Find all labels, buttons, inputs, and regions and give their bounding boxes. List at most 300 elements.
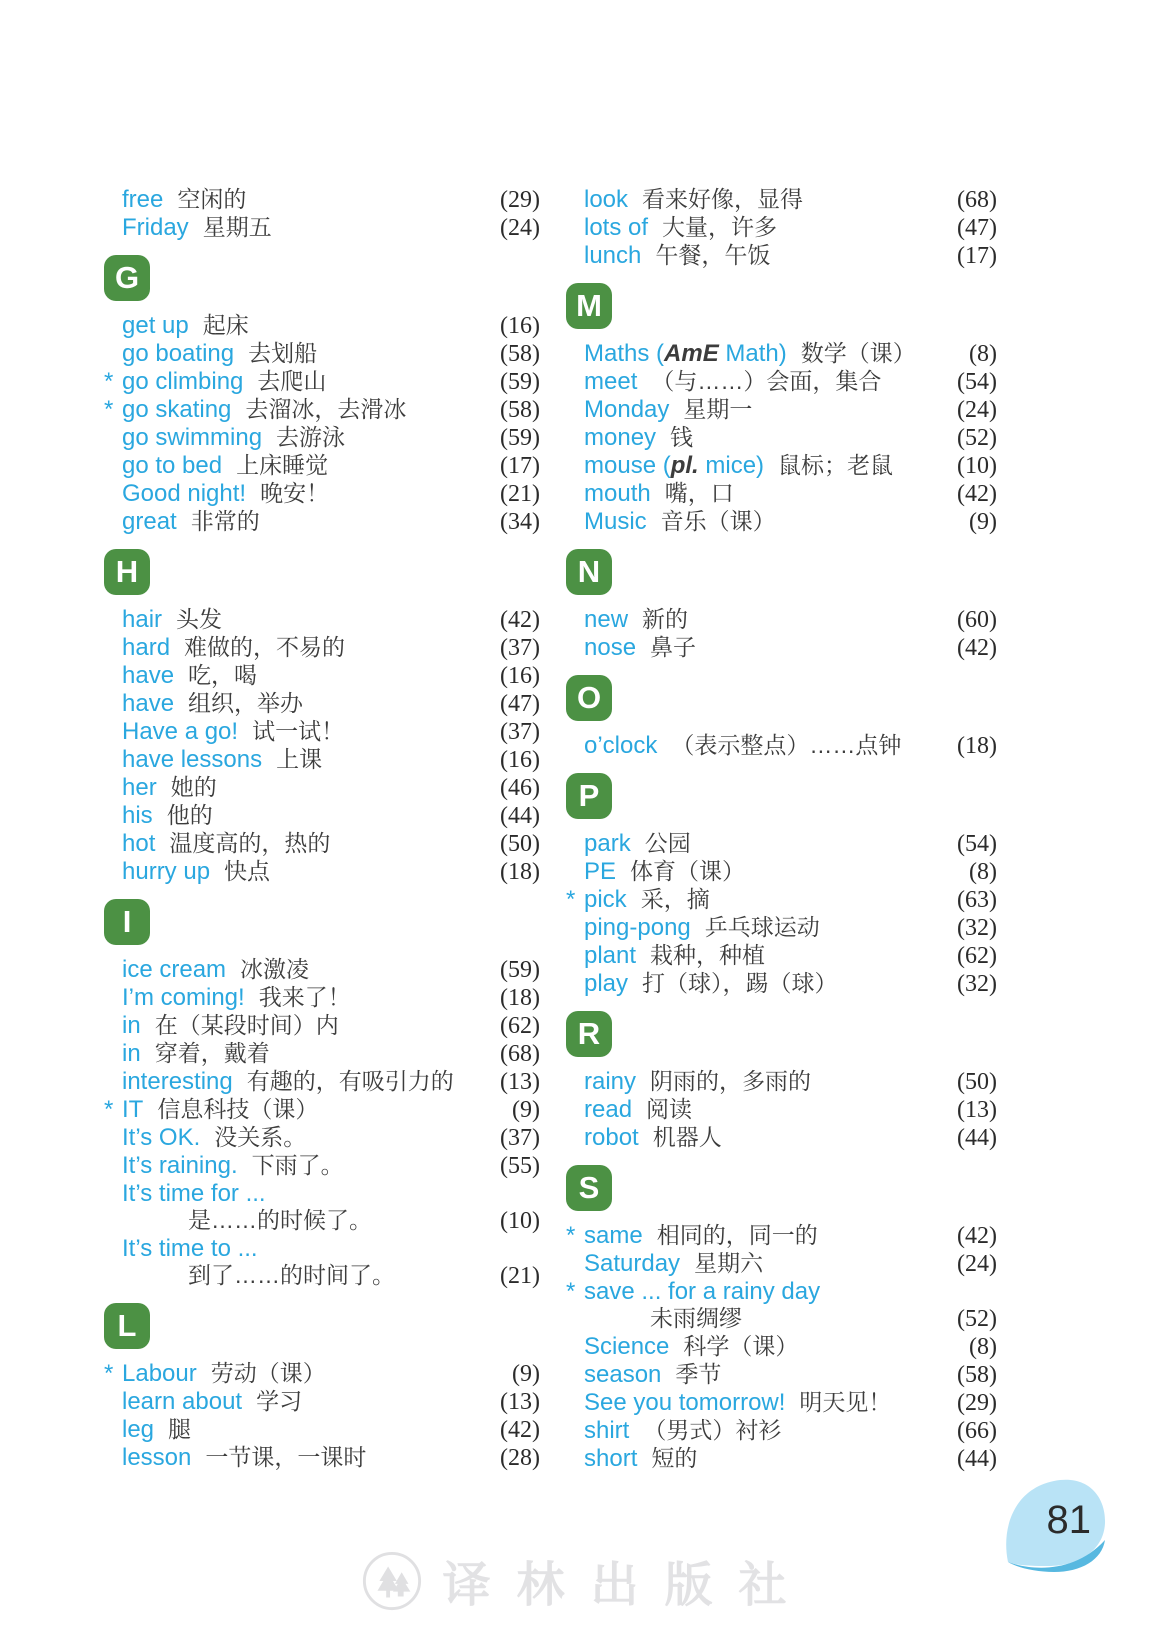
entry-word: get up: [122, 312, 189, 339]
entry-word: lesson: [122, 1444, 192, 1471]
entry-line-1: [584, 424, 997, 452]
entry-row: [104, 634, 540, 662]
entry-line-1: [122, 1444, 540, 1472]
entry-main: [584, 214, 777, 241]
entry-word: hot: [122, 830, 156, 857]
entry-word: free: [122, 186, 164, 213]
entry-translation: 晚安！: [260, 480, 330, 506]
entry-page-ref: (55): [500, 1153, 540, 1179]
entry-word: Music: [584, 508, 647, 535]
entry-main: [584, 886, 710, 913]
entry-translation: 上床睡觉: [236, 452, 329, 478]
publisher-watermark: [360, 1546, 812, 1615]
star-marker: *: [104, 368, 114, 395]
entry-main: [584, 606, 688, 633]
entry-main: [122, 1360, 326, 1387]
entry-page-ref: (37): [500, 719, 540, 745]
entry-row: [566, 1096, 997, 1124]
entry-main: [122, 690, 303, 717]
entry-translation: 星期一: [683, 396, 753, 422]
entry-line-1: [122, 1124, 540, 1152]
entry-row: [566, 1445, 997, 1473]
entry-line-1: [584, 970, 997, 998]
entry-row: [104, 802, 540, 830]
entry-line-1: [584, 452, 997, 480]
entry-word: meet: [584, 368, 638, 395]
entry-translation: 头发: [176, 606, 223, 632]
entry-main: [122, 1040, 270, 1067]
entry-translation: 有趣的，有吸引力的: [246, 1068, 454, 1094]
entry-word: [584, 452, 764, 479]
entry-row: [104, 1012, 540, 1040]
entry-row: [566, 1278, 997, 1333]
entry-main: [584, 830, 691, 857]
entry-translation: 嘴，口: [664, 480, 734, 506]
entry-page-ref: (32): [957, 915, 997, 941]
entry-line-1: [122, 1388, 540, 1416]
entry-main: [122, 480, 329, 507]
entry-main: [122, 340, 317, 367]
entry-word: in: [122, 1012, 141, 1039]
entry-line-1: [122, 214, 540, 242]
entry-main: [122, 1012, 339, 1039]
entry-row: [104, 368, 540, 396]
entry-word: hard: [122, 634, 171, 661]
entry-word: nose: [584, 634, 637, 661]
section-badge-n: N: [566, 549, 612, 595]
entry-main: [122, 746, 322, 773]
entry-line-1: [122, 858, 540, 886]
entry-page-ref: (10): [500, 1208, 540, 1234]
entry-row: [566, 424, 997, 452]
entry-line-1: [584, 1333, 997, 1361]
entry-main: [584, 1417, 781, 1444]
entry-row: [566, 858, 997, 886]
entry-page-ref: (58): [957, 1362, 997, 1388]
entry-line-1: [584, 396, 997, 424]
entry-translation: 新的: [642, 606, 689, 632]
entry-main: [122, 956, 309, 983]
page-number-badge: [1001, 1476, 1107, 1573]
publisher-logo-icon: [360, 1550, 422, 1612]
entry-translation: 吃，喝: [188, 662, 258, 688]
entry-main: [122, 774, 217, 801]
entry-page-ref: (18): [500, 985, 540, 1011]
entry-translation: 她的: [170, 774, 217, 800]
star-marker: *: [104, 1360, 114, 1387]
entry-row: [566, 396, 997, 424]
entry-main: [122, 424, 345, 451]
entry-row: [566, 1068, 997, 1096]
entry-translation: 明天见！: [799, 1389, 892, 1415]
entry-translation: 在（某段时间）内: [154, 1012, 339, 1038]
entry-translation: 难做的，不易的: [184, 634, 346, 660]
entry-page-ref: (59): [500, 425, 540, 451]
column-1: [566, 186, 997, 1473]
entry-row: [104, 606, 540, 634]
entry-page-ref: (44): [500, 803, 540, 829]
entry-translation: 我来了！: [258, 984, 351, 1010]
entry-page-ref: (18): [500, 859, 540, 885]
entry-main: [122, 214, 272, 241]
entry-page-ref: (32): [957, 971, 997, 997]
entry-line-1: [122, 340, 540, 368]
entry-translation: 采，摘: [640, 886, 710, 912]
entry-page-ref: (60): [957, 607, 997, 633]
entry-line-1: [122, 312, 540, 340]
entry-translation: 打（球），踢（球）: [642, 970, 838, 996]
entry-translation: 星期五: [202, 214, 272, 240]
entry-main: [122, 312, 249, 339]
entry-word: season: [584, 1361, 662, 1388]
entry-main: [122, 1235, 258, 1262]
entry-main: [584, 1222, 818, 1249]
entry-page-ref: (8): [969, 859, 997, 885]
entry-row: [566, 1417, 997, 1445]
entry-row: [566, 186, 997, 214]
entry-line-1: [122, 662, 540, 690]
entry-translation: 组织，举办: [188, 690, 304, 716]
entry-word: go climbing: [122, 368, 244, 395]
entry-page-ref: (59): [500, 369, 540, 395]
entry-translation: 阴雨的，多雨的: [650, 1068, 812, 1094]
entry-row: [104, 1444, 540, 1472]
entry-row: [104, 1096, 540, 1124]
entry-line-1: [584, 242, 997, 270]
entry-page-ref: (29): [957, 1390, 997, 1416]
entry-line-1: [584, 1417, 997, 1445]
entry-main: [584, 858, 745, 885]
entry-word: o’clock: [584, 732, 658, 759]
entry-page-ref: (9): [512, 1361, 540, 1387]
entry-page-ref: (10): [957, 453, 997, 479]
entry-translation: 短的: [651, 1445, 698, 1471]
entry-page-ref: (17): [500, 453, 540, 479]
entry-translation: 到了……的时间了。: [188, 1262, 395, 1288]
entry-row: [566, 1250, 997, 1278]
entry-row: [104, 690, 540, 718]
entry-line-2: [122, 1207, 540, 1235]
entry-main: [122, 1416, 191, 1443]
entry-page-ref: (21): [500, 481, 540, 507]
entry-main: [584, 1361, 721, 1388]
entry-line-1: [122, 1360, 540, 1388]
entry-line-1: [584, 1250, 997, 1278]
entry-row: [104, 718, 540, 746]
entry-main: [122, 1124, 306, 1151]
entry-word: I’m coming!: [122, 984, 245, 1011]
entry-translation: 数学（课）: [800, 340, 916, 366]
word-segment: mouse (: [584, 452, 671, 479]
entry-translation: 相同的，同一的: [656, 1222, 818, 1248]
section-badge-h: H: [104, 549, 150, 595]
entry-translation: 午餐，午饭: [655, 242, 771, 268]
entry-word: rainy: [584, 1068, 637, 1095]
entry-page-ref: (18): [957, 733, 997, 759]
entry-page-ref: (62): [500, 1013, 540, 1039]
entry-row: [566, 914, 997, 942]
entry-translation: 穿着，戴着: [154, 1040, 270, 1066]
entry-word: IT: [122, 1096, 144, 1123]
entry-main: [584, 1068, 811, 1095]
entry-main: [584, 1333, 798, 1360]
entry-line-1: [584, 1389, 997, 1417]
entry-row: [104, 1388, 540, 1416]
entry-page-ref: (28): [500, 1445, 540, 1471]
column-0: [104, 186, 540, 1473]
entry-word: go boating: [122, 340, 235, 367]
entry-page-ref: (54): [957, 369, 997, 395]
entry-translation: 上课: [276, 746, 323, 772]
entry-line-1: [584, 368, 997, 396]
entry-row: [566, 970, 997, 998]
entry-word: It’s time for ...: [122, 1180, 266, 1207]
entry-word: her: [122, 774, 157, 801]
entry-row: [104, 1152, 540, 1180]
entry-translation: 劳动（课）: [210, 1360, 326, 1386]
entry-line-1: [584, 1361, 997, 1389]
entry-row: [104, 480, 540, 508]
entry-word: lunch: [584, 242, 642, 269]
entry-word: robot: [584, 1124, 639, 1151]
entry-translation: 信息科技（课）: [157, 1096, 319, 1122]
entry-line-1: [122, 1180, 540, 1207]
page-number: 81: [1046, 1498, 1091, 1542]
entry-translation: 非常的: [190, 508, 260, 534]
entry-page-ref: (44): [957, 1125, 997, 1151]
entry-translation: 大量，许多: [662, 214, 778, 240]
entry-line-1: [122, 802, 540, 830]
entry-word: Good night!: [122, 480, 247, 507]
entry-line-1: [584, 942, 997, 970]
entry-page-ref: (50): [500, 831, 540, 857]
entry-page-ref: (68): [957, 187, 997, 213]
entry-row: [104, 340, 540, 368]
entry-line-1: [122, 480, 540, 508]
entry-row: [104, 1124, 540, 1152]
entry-main: [584, 1096, 692, 1123]
entry-line-1: [584, 606, 997, 634]
entry-word: pick: [584, 886, 627, 913]
entry-row: [566, 452, 997, 480]
entry-word: Have a go!: [122, 718, 239, 745]
entry-main: [122, 508, 260, 535]
entry-row: [566, 1333, 997, 1361]
entry-translation: 去溜冰，去滑冰: [245, 396, 407, 422]
entry-row: [104, 312, 540, 340]
entry-row: [566, 886, 997, 914]
entry-row: [566, 508, 997, 536]
section-badge-o: O: [566, 675, 612, 721]
entry-word: interesting: [122, 1068, 233, 1095]
section-badge-s: S: [566, 1165, 612, 1211]
entry-translation: （与……）会面，集合: [651, 368, 882, 394]
entry-translation: 体育（课）: [630, 858, 746, 884]
entry-translation: 学习: [256, 1388, 303, 1414]
entry-line-1: [584, 508, 997, 536]
entry-word: It’s raining.: [122, 1152, 238, 1179]
entry-word: in: [122, 1040, 141, 1067]
entry-word: go swimming: [122, 424, 263, 451]
section-badge-m: M: [566, 283, 612, 329]
entry-translation: 未雨绸缪: [650, 1305, 742, 1331]
entry-page-ref: (52): [957, 425, 997, 451]
star-marker: *: [566, 1278, 576, 1305]
star-marker: *: [104, 396, 114, 423]
entry-row: [104, 662, 540, 690]
entry-page-ref: (17): [957, 243, 997, 269]
entry-line-1: [584, 830, 997, 858]
entry-line-1: [122, 368, 540, 396]
word-segment: Math): [718, 340, 787, 367]
entry-line-1: [122, 1012, 540, 1040]
entry-line-1: [584, 186, 997, 214]
entry-page-ref: (62): [957, 943, 997, 969]
entry-main: [584, 396, 752, 423]
entry-word: have: [122, 690, 175, 717]
entry-main: [122, 634, 345, 661]
entry-main: [122, 984, 351, 1011]
entry-page-ref: (21): [500, 1263, 540, 1289]
word-segment: pl.: [670, 452, 699, 479]
entry-line-1: [584, 480, 997, 508]
entry-word: have: [122, 662, 175, 689]
section-badge-r: R: [566, 1011, 612, 1057]
entry-page-ref: (16): [500, 313, 540, 339]
entry-main: [122, 186, 246, 213]
entry-row: [566, 942, 997, 970]
entry-word: leg: [122, 1416, 155, 1443]
entry-translation: 科学（课）: [683, 1333, 799, 1359]
entry-translation: 公园: [644, 830, 691, 856]
entry-row: [104, 1068, 540, 1096]
entry-word: plant: [584, 942, 637, 969]
entry-line-1: [584, 886, 997, 914]
entry-row: [104, 956, 540, 984]
entry-line-1: [584, 914, 997, 942]
entry-page-ref: (42): [957, 635, 997, 661]
entry-main: [122, 606, 222, 633]
entry-main: [584, 634, 696, 661]
entry-row: [104, 1235, 540, 1290]
entry-page-ref: (37): [500, 635, 540, 661]
entry-word: Labour: [122, 1360, 197, 1387]
entry-main: [122, 1152, 344, 1179]
entry-row: [566, 242, 997, 270]
entry-row: [566, 830, 997, 858]
section-badge-l: L: [104, 1303, 150, 1349]
entry-main: [584, 1389, 891, 1416]
entry-translation: （男式）衬衫: [643, 1417, 782, 1443]
entry-word: Monday: [584, 396, 670, 423]
entry-line-1: [584, 1096, 997, 1124]
entry-translation: 去爬山: [257, 368, 327, 394]
entry-line-1: [122, 1235, 540, 1262]
section-badge-p: P: [566, 773, 612, 819]
entry-word: mouth: [584, 480, 651, 507]
entry-row: [104, 186, 540, 214]
entry-translation: 机器人: [652, 1124, 722, 1150]
entry-word: new: [584, 606, 629, 633]
entry-line-1: [122, 984, 540, 1012]
entry-page-ref: (13): [500, 1389, 540, 1415]
entry-translation: 温度高的，热的: [169, 830, 331, 856]
entry-translation: 腿: [168, 1416, 192, 1442]
entry-page-ref: (63): [957, 887, 997, 913]
entry-word: hair: [122, 606, 163, 633]
entry-main: [584, 242, 770, 269]
entry-word: go to bed: [122, 452, 223, 479]
entry-translation: 一节课，一课时: [205, 1444, 367, 1470]
entry-word: [584, 340, 787, 367]
entry-page-ref: (24): [500, 215, 540, 241]
entry-main: [584, 186, 803, 213]
entry-page-ref: (58): [500, 397, 540, 423]
entry-line-1: [584, 732, 997, 760]
entry-row: [104, 1360, 540, 1388]
entry-main: [584, 732, 901, 759]
entry-line-1: [122, 1040, 540, 1068]
entry-word: money: [584, 424, 657, 451]
entry-translation: （表示整点）……点钟: [671, 732, 902, 758]
star-marker: *: [566, 886, 576, 913]
entry-page-ref: (47): [957, 215, 997, 241]
entry-row: [104, 452, 540, 480]
entry-row: [104, 1040, 540, 1068]
entry-word: have lessons: [122, 746, 263, 773]
entry-row: [104, 1180, 540, 1235]
entry-row: [566, 634, 997, 662]
entry-line-1: [122, 1152, 540, 1180]
entry-page-ref: (68): [500, 1041, 540, 1067]
entry-row: [104, 746, 540, 774]
entry-page-ref: (34): [500, 509, 540, 535]
entry-row: [566, 1389, 997, 1417]
entry-page-ref: (47): [500, 691, 540, 717]
entry-row: [104, 984, 540, 1012]
entry-page-ref: (59): [500, 957, 540, 983]
entry-row: [566, 214, 997, 242]
entry-main: [122, 452, 328, 479]
entry-line-1: [122, 186, 540, 214]
entry-page-ref: (42): [500, 1417, 540, 1443]
entry-word: ping-pong: [584, 914, 691, 941]
entry-page-ref: (42): [500, 607, 540, 633]
entry-translation: 钱: [670, 424, 694, 450]
entry-line-1: [122, 774, 540, 802]
entry-word: lots of: [584, 214, 649, 241]
entry-word: Science: [584, 1333, 670, 1360]
entry-row: [566, 606, 997, 634]
entry-row: [104, 214, 540, 242]
entry-translation: 起床: [202, 312, 249, 338]
entry-main: [122, 830, 330, 857]
entry-line-1: [122, 690, 540, 718]
entry-line-1: [584, 340, 997, 368]
entry-line-2: [584, 1305, 997, 1333]
entry-page-ref: (13): [500, 1069, 540, 1095]
entry-main: [584, 1124, 722, 1151]
entry-word: his: [122, 802, 153, 829]
entry-translation: 他的: [166, 802, 213, 828]
entry-translation: 看来好像，显得: [642, 186, 804, 212]
word-segment: AmE: [664, 340, 719, 367]
entry-main: [122, 718, 344, 745]
entry-word: save ... for a rainy day: [584, 1278, 821, 1305]
entry-word: It’s time to ...: [122, 1235, 258, 1262]
entry-translation: 栽种，种植: [650, 942, 766, 968]
entry-main: [122, 858, 270, 885]
